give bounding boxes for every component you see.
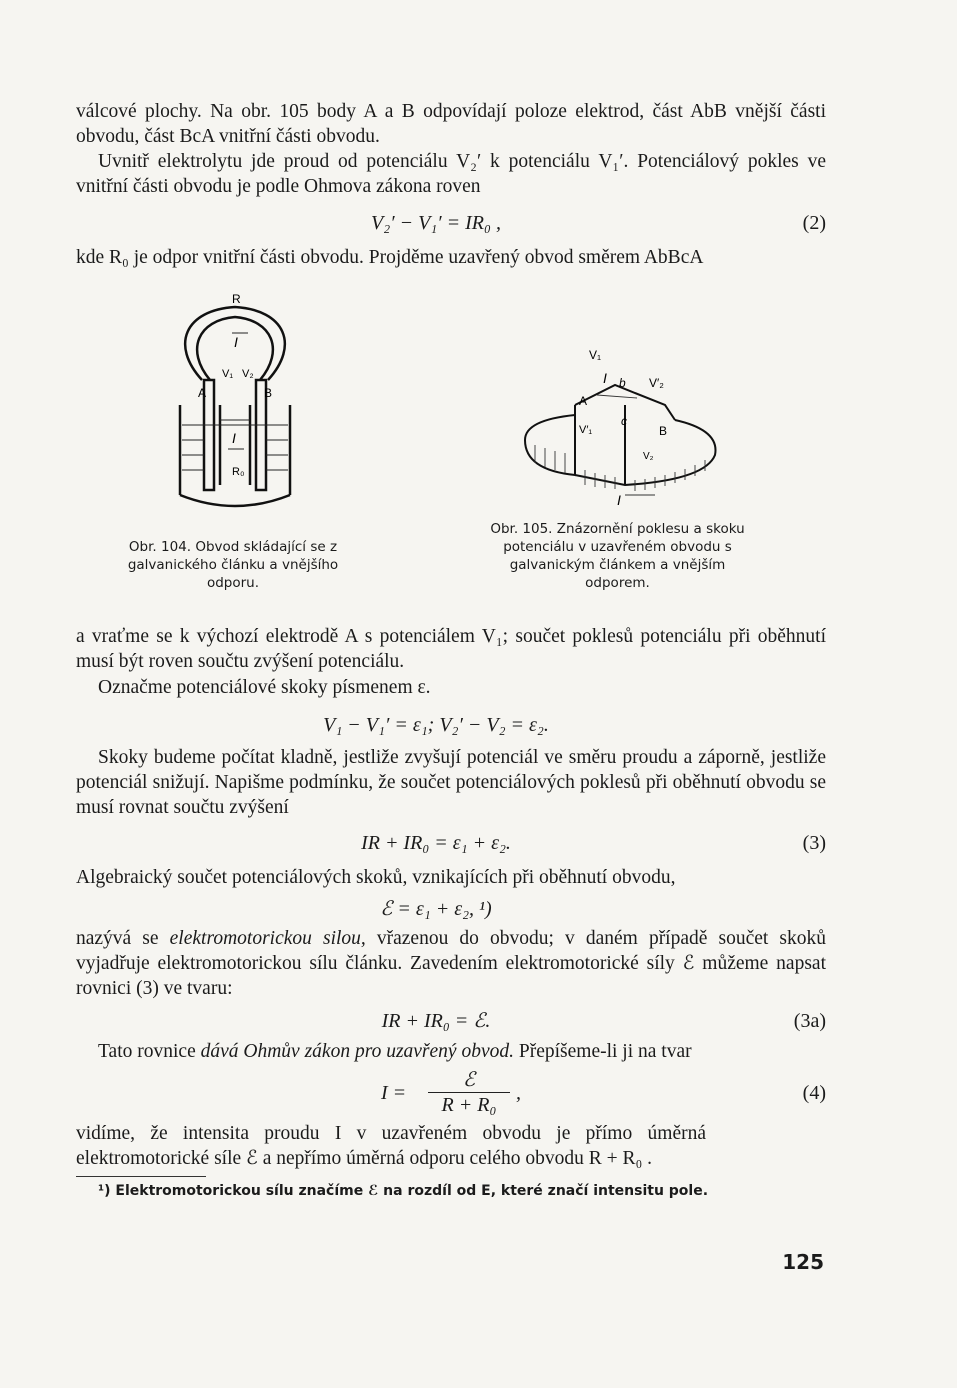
equation-2-number: (2) [802, 212, 826, 234]
paragraph-8-emphasis: elektromotorickou silou, [169, 928, 366, 949]
fig104-label-R: R [232, 292, 241, 306]
figure-104-diagram [160, 285, 320, 525]
paragraph-9 [76, 1040, 826, 1065]
paragraph-9-end: Přepíšeme-li ji na tvar [514, 1041, 692, 1062]
equation-4-denominator: R + R₀ [441, 1094, 497, 1116]
footnote-rule [76, 1176, 206, 1177]
fig105-label-b: b [619, 376, 626, 390]
paragraph-2: Uvnitř elektrolytu jde proud od potenciálu V₂′ k potenciálu V₁′. Potenciálový pokles ve vnitřní části obvodu je podle Ohmova zákona roven [76, 151, 826, 197]
paragraph-5: Označme potenciálové skoky písmenem ε. [98, 677, 431, 698]
paragraph-7: Algebraický součet potenciálových skoků, vznikajících při oběhnutí obvodu, [76, 867, 676, 888]
paragraph-8 [76, 927, 826, 1001]
fig105-label-I-bottom: I [617, 492, 621, 508]
equation-4 [76, 1068, 826, 1120]
equation-3-number: (3) [802, 832, 826, 854]
fig105-label-V1-prime: V′₁ [579, 424, 593, 436]
equation-emf [76, 896, 826, 922]
fig104-label-A: A [198, 386, 207, 400]
fig104-label-I-mid: I [232, 430, 236, 446]
equation-4-numerator: ℰ [462, 1069, 476, 1091]
equation-3a-number: (3a) [793, 1010, 826, 1032]
paragraph-10: vidíme, že intensita proudu I v uzavřeném obvodu je přímo úměrná elektromotorické síle ℰ a nepřímo úměrná odporu celého obvodu R + R₀ . [76, 1123, 706, 1169]
equation-3-body: IR + IR₀ = ε₁ + ε₂. [361, 832, 511, 854]
fig105-label-c: c [621, 414, 627, 428]
equation-2-body: V₂′ − V₁′ = IR₀ , [371, 212, 501, 234]
fig105-label-V2-prime: V′₂ [649, 376, 664, 390]
figure-105-caption: Obr. 105. Znázornění poklesu a skoku potenciálu v uzavřeném obvodu s galvanickým článkem a vnějším odporem. [490, 521, 745, 591]
fig105-label-I-top: I [603, 370, 607, 386]
equation-4-tail: , [516, 1082, 521, 1104]
equation-4-fraction [428, 1068, 510, 1117]
equation-3a [76, 1008, 826, 1034]
fig104-label-V2: V₂ [242, 368, 254, 380]
paragraph-3: kde R₀ je odpor vnitřní části obvodu. Projděme uzavřený obvod směrem AbBcA [76, 247, 704, 268]
equation-jumps [76, 712, 826, 738]
fig105-label-B: B [659, 424, 668, 438]
equation-3 [76, 830, 826, 856]
paragraph-8-start: nazývá se [76, 928, 170, 949]
equation-2 [76, 210, 826, 236]
fig104-label-V1: V₁ [222, 368, 234, 380]
paragraph-9-start: Tato rovnice [98, 1041, 201, 1062]
fig105-label-V2: V₂ [643, 451, 654, 462]
fig104-label-B: B [264, 386, 273, 400]
paragraph-8-end: vřazenou do obvodu; v daném případě součet skoků vyjadřuje elektromotorickou sílu článku. Zavedením elektromotorické síly ℰ můžeme napsat rovnici (3) ve tvaru: [76, 928, 827, 999]
equation-4-number: (4) [802, 1082, 826, 1104]
fig104-label-R0: R₀ [232, 466, 245, 478]
page-number: 125 [782, 1250, 824, 1274]
fig104-label-I-top: I [234, 334, 238, 350]
paragraph-4: a vraťme se k výchozí elektrodě A s potenciálem V₁; součet poklesů potenciálu při oběhnutí musí být roven součtu zvýšení potenciálu. [76, 626, 826, 672]
fig105-label-A: A [579, 394, 588, 408]
paragraph-1: válcové plochy. Na obr. 105 body A a B odpovídají poloze elektrod, část AbB vnější části obvodu, část BcA vnitřní části obvodu. [76, 101, 826, 147]
paragraph-9-emphasis: dává Ohmův zákon pro uzavřený obvod. [200, 1041, 514, 1062]
fig105-label-V1: V₁ [589, 348, 602, 362]
figure-105-diagram [515, 345, 725, 515]
equation-jumps-body: V₁ − V₁′ = ε₁; V₂′ − V₂ = ε₂. [323, 714, 549, 736]
equation-4-lhs: I = [381, 1082, 407, 1104]
equation-3a-body: IR + IR₀ = ℰ. [381, 1010, 491, 1032]
equation-emf-body: ℰ = ε₁ + ε₂, ¹) [380, 898, 492, 920]
footnote: ¹) Elektromotorickou sílu značíme ℰ na rozdíl od E, které značí intensitu pole. [98, 1183, 709, 1199]
figure-104-caption: Obr. 104. Obvod skládající se z galvanického článku a vnějšího odporu. [127, 539, 339, 591]
paragraph-6: Skoky budeme počítat kladně, jestliže zvyšují potenciál ve směru proudu a záporně, jestliže potenciál snižují. Napišme podmínku, že součet potenciálových poklesů při oběhnutí obvodu se musí rovnat součtu zvýšení [76, 747, 826, 818]
